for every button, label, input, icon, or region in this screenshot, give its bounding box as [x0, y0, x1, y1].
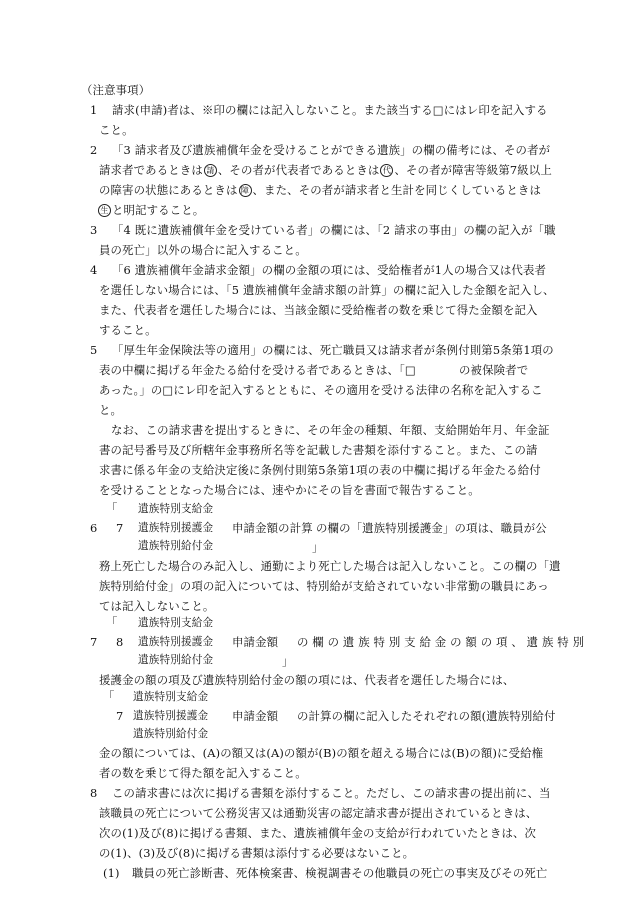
item-6-stack-bottom: 遺族特別給付金 — [138, 540, 214, 552]
item-5-line-1: 「厚生年金保険法等の適用」の欄には、死亡職員又は請求者が条例付則第5条第1項の — [112, 343, 554, 357]
item-number-6: 6 — [90, 521, 98, 535]
item-6-line-1b: の欄の「遺族特別援護金」の項は、職員が公 — [316, 521, 547, 535]
item-3-line-1: 「4 既に遺族補償年金を受けている者」の欄には、「2 請求の事由」の欄の記入が「職 — [112, 223, 556, 237]
bracket-open-7-note: 「 — [103, 689, 115, 703]
item-4-line-1: 「6 遺族補償年金請求金額」の欄の金額の項には、受給権者が1人の場合又は代表者 — [112, 263, 547, 277]
item-7-line-1a: 申請金額 — [232, 635, 279, 649]
item-7-stack-bottom: 遺族特別給付金 — [138, 654, 214, 666]
item-7-note-stack-bottom: 遺族特別給付金 — [133, 728, 209, 740]
item-7-stack-top: 遺族特別支給金 — [138, 617, 214, 629]
item-number-5: 5 — [90, 343, 98, 357]
item-4-line-2: を選任しない場合には、「5 遺族補償年金請求額の計算」の欄に記入した金額を記入し、 — [99, 283, 555, 297]
item-6-line-2: 務上死亡した場合のみ記入し、通勤により死亡した場合は記入しないこと。この欄の「遺 — [99, 559, 561, 573]
seal-mark-livelihood: 生 — [98, 204, 111, 217]
item-6-line-4: ては記入しないこと。 — [99, 599, 215, 613]
item-number-8: 8 — [90, 786, 98, 800]
item-6-stack-mid: 遺族特別援護金 — [138, 522, 214, 534]
item-5-line-2a: 表の中欄に掲げる年金たる給付を受ける者であるときは、「□ — [99, 363, 416, 377]
item-4-line-4: すること。 — [99, 323, 157, 337]
item-8-line-1: この請求書には次に掲げる書類を添付すること。ただし、この請求書の提出前に、当 — [112, 786, 551, 800]
seal-mark-disability: 障 — [239, 184, 252, 197]
item-6-line-3: 族特別給付金」の項の記入については、特別給が支給されていない非常勤の職員にあっ — [99, 579, 549, 593]
item-7-line-4: 金の額については、(A)の額又は(A)の額が(B)の額を超える場合には(B)の額)に受給権 — [99, 746, 544, 760]
item-3-line-2: 員の死亡」以外の場合に記入すること。 — [99, 243, 307, 257]
item-8-line-2: 該職員の死亡について公務災害又は通勤災害の認定請求書が提出されているときは、 — [99, 806, 538, 820]
item-1-line-1: 請求(申請)者は、※印の欄には記入しないこと。また該当する□にはレ印を記入する — [112, 103, 548, 117]
item-2-line-1: 「3 請求者及び遺族補償年金を受けることができる遺族」の欄の備考には、その者が — [112, 143, 551, 157]
seal-mark-claimant: 請 — [204, 164, 217, 177]
item-number-7: 7 — [90, 635, 98, 649]
item-number-3: 3 — [90, 223, 98, 237]
item-7-line-3a: 申請金額 — [232, 709, 279, 723]
item-6-line-1a: 申請金額の計算 — [232, 521, 313, 535]
item-5-line-6: 書の記号番号及び所轄年金事務所名等を記載した書類を添付すること。また、この請 — [99, 443, 538, 457]
bracket-open-6: 「 — [106, 501, 118, 515]
item-number-2: 2 — [90, 143, 98, 157]
item-5-line-7: 求書に係る年金の支給決定後に条例付則第5条第1項の表の中欄に掲げる年金たる給付 — [99, 463, 541, 477]
item-5-line-5: なお、この請求書を提出するときに、その年金の種類、年額、支給開始年月、年金証 — [111, 423, 550, 437]
item-5-line-8: を受けることとなった場合には、速やかにその旨を書面で報告すること。 — [99, 483, 480, 497]
item-7-line-1b: の 欄 の 遺 族 特 別 支 給 金 の 額 の 項 、 遺 族 特 別 — [297, 635, 585, 649]
item-2-line-3: の障害の状態にあるときは 障 、また、その者が請求者と生計を同じくしているときは — [99, 183, 542, 197]
item-7-sub-number: 8 — [116, 635, 124, 649]
item-8-sub-1-number: (1) — [103, 866, 120, 880]
item-8-line-4: の(1)、(3)及び(8)に掲げる書類は添付する必要はないこと。 — [99, 846, 415, 860]
item-5-line-4: と。 — [99, 403, 123, 417]
item-8-line-3: 次の(1)及び(8)に掲げる書類、また、遺族補償年金の支給が行われていたときは、次 — [99, 826, 537, 840]
item-6-sub-number: 7 — [116, 521, 124, 535]
seal-mark-representative: 代 — [380, 164, 393, 177]
item-7-line-5: 者の数を乗じて得た額を記入すること。 — [99, 766, 307, 780]
item-number-4: 4 — [90, 263, 98, 277]
item-1-line-2: こと。 — [99, 123, 134, 137]
item-number-1: 1 — [90, 103, 98, 117]
item-7-note-stack-top: 遺族特別支給金 — [133, 691, 209, 703]
item-2-line-2: 請求者であるときは 請 、その者が代表者であるときは 代 、その者が障害等級第7級以上 — [99, 163, 552, 177]
item-7-note-sub-number: 7 — [116, 709, 124, 723]
item-2-line-4: 生 と明記すること。 — [97, 200, 204, 220]
item-4-line-3: また、代表者を選任した場合には、当該金額に受給権者の数を乗じて得た金額を記入 — [99, 303, 538, 317]
notes-heading: （注意事項） — [81, 83, 151, 97]
item-7-line-2: 援護金の額の項及び遺族特別給付金の額の項には、代表者を選任した場合には、 — [99, 673, 515, 687]
item-5-line-2b: の被保険者で — [459, 363, 529, 377]
bracket-open-7: 「 — [106, 615, 118, 629]
item-5-line-3: あった。」の□にレ印を記入するとともに、その適用を受ける法律の名称を記入するこ — [99, 383, 543, 397]
item-8-sub-1-text: 職員の死亡診断書、死体検案書、検視調書その他職員の死亡の事実及びその死亡 — [132, 866, 548, 880]
bracket-close-7: 」 — [282, 654, 294, 668]
item-6-stack-top: 遺族特別支給金 — [138, 503, 214, 515]
item-7-note-stack-mid: 遺族特別援護金 — [133, 710, 209, 722]
item-7-stack-mid: 遺族特別援護金 — [138, 636, 214, 648]
bracket-close-6: 」 — [312, 540, 324, 554]
item-7-line-3b: の計算の欄に記入したそれぞれの額(遺族特別給付 — [297, 709, 556, 723]
